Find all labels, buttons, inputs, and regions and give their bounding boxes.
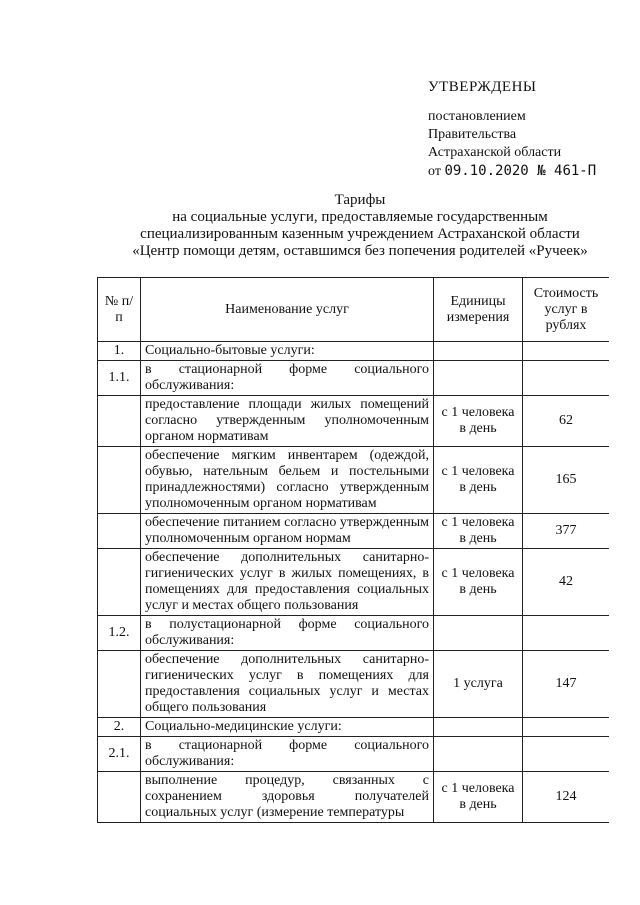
row-unit: с 1 человека в день	[434, 447, 523, 514]
row-unit: с 1 человека в день	[434, 514, 523, 549]
table-row	[98, 737, 610, 772]
row-unit: 1 услуга	[434, 651, 523, 718]
row-number	[98, 514, 141, 549]
row-unit	[434, 718, 523, 737]
row-cost: 377	[523, 514, 610, 549]
tariff-table	[97, 277, 609, 823]
approval-heading: УТВЕРЖДЕНЫ	[428, 79, 537, 95]
row-unit	[434, 616, 523, 651]
row-service-name: Социально-медицинские услуги:	[141, 718, 434, 737]
table-row	[98, 514, 610, 549]
document-title	[100, 192, 620, 260]
approval-date-prefix: от	[428, 164, 441, 179]
row-number	[98, 651, 141, 718]
title-line-2: на социальные услуги, предоставляемые государственным	[172, 209, 548, 225]
row-unit	[434, 361, 523, 396]
table-row	[98, 616, 610, 651]
row-number: 2.1.	[98, 737, 141, 772]
table-row	[98, 342, 610, 361]
table-row	[98, 396, 610, 447]
approval-line-2: Правительства	[428, 127, 517, 142]
row-cost	[523, 718, 610, 737]
row-service-name: в полустационарной форме социального обслуживания:	[141, 616, 434, 651]
tariff-table-container	[97, 277, 609, 905]
row-number	[98, 549, 141, 616]
row-service-name: предоставление площади жилых помещений согласно утвержденным уполномоченным органом нормативам	[141, 396, 434, 447]
approval-line-4	[428, 162, 628, 181]
row-cost	[523, 342, 610, 361]
header-name: Наименование услуг	[141, 278, 434, 342]
row-number: 1.1.	[98, 361, 141, 396]
table-row	[98, 718, 610, 737]
row-cost	[523, 361, 610, 396]
row-service-name: Социально-бытовые услуги:	[141, 342, 434, 361]
row-number	[98, 772, 141, 823]
row-number: 2.	[98, 718, 141, 737]
title-line-4: «Центр помощи детям, оставшимся без попечения родителей «Ручеек»	[132, 243, 588, 259]
row-cost: 42	[523, 549, 610, 616]
row-unit: с 1 человека в день	[434, 772, 523, 823]
row-number: 1.2.	[98, 616, 141, 651]
table-row	[98, 651, 610, 718]
approval-date-number: 09.10.2020 № 461-П	[444, 163, 597, 179]
row-unit	[434, 342, 523, 361]
row-cost: 147	[523, 651, 610, 718]
approval-line-3: Астраханской области	[428, 145, 562, 160]
approval-block	[428, 78, 628, 181]
row-number: 1.	[98, 342, 141, 361]
row-service-name: выполнение процедур, связанных с сохранением здоровья получателей социальных услуг (измерение температуры	[141, 772, 434, 823]
header-num: № п/п	[98, 278, 141, 342]
header-cost: Стоимость услуг в рублях	[523, 278, 610, 342]
row-cost	[523, 737, 610, 772]
row-service-name: в стационарной форме социального обслуживания:	[141, 737, 434, 772]
table-row	[98, 772, 610, 823]
title-line-1: Тарифы	[334, 192, 386, 208]
table-body	[98, 342, 610, 823]
row-service-name: обеспечение питанием согласно утвержденным уполномоченным органом нормам	[141, 514, 434, 549]
row-cost: 165	[523, 447, 610, 514]
row-number	[98, 396, 141, 447]
row-service-name: обеспечение дополнительных санитарно-гигиенических услуг в помещениях для предоставления социальных услуг и местах общего пользования	[141, 651, 434, 718]
row-unit: с 1 человека в день	[434, 549, 523, 616]
row-cost: 124	[523, 772, 610, 823]
table-row	[98, 361, 610, 396]
row-service-name: обеспечение мягким инвентарем (одеждой, обувью, нательным бельем и постельными принадлежностями) согласно утвержденным уполномоченным органом нормативам	[141, 447, 434, 514]
row-unit	[434, 737, 523, 772]
approval-line-1: постановлением	[428, 109, 526, 124]
row-service-name: обеспечение дополнительных санитарно-гигиенических услуг в жилых помещениях, в помещениях для предоставления социальных услуг и местах общего пользования	[141, 549, 434, 616]
row-cost: 62	[523, 396, 610, 447]
table-row	[98, 447, 610, 514]
title-line-3: специализированным казенным учреждением Астраханской области	[140, 226, 580, 242]
row-number	[98, 447, 141, 514]
row-unit: с 1 человека в день	[434, 396, 523, 447]
row-service-name: в стационарной форме социального обслуживания:	[141, 361, 434, 396]
row-cost	[523, 616, 610, 651]
table-row	[98, 549, 610, 616]
header-unit: Единицы измерения	[434, 278, 523, 342]
